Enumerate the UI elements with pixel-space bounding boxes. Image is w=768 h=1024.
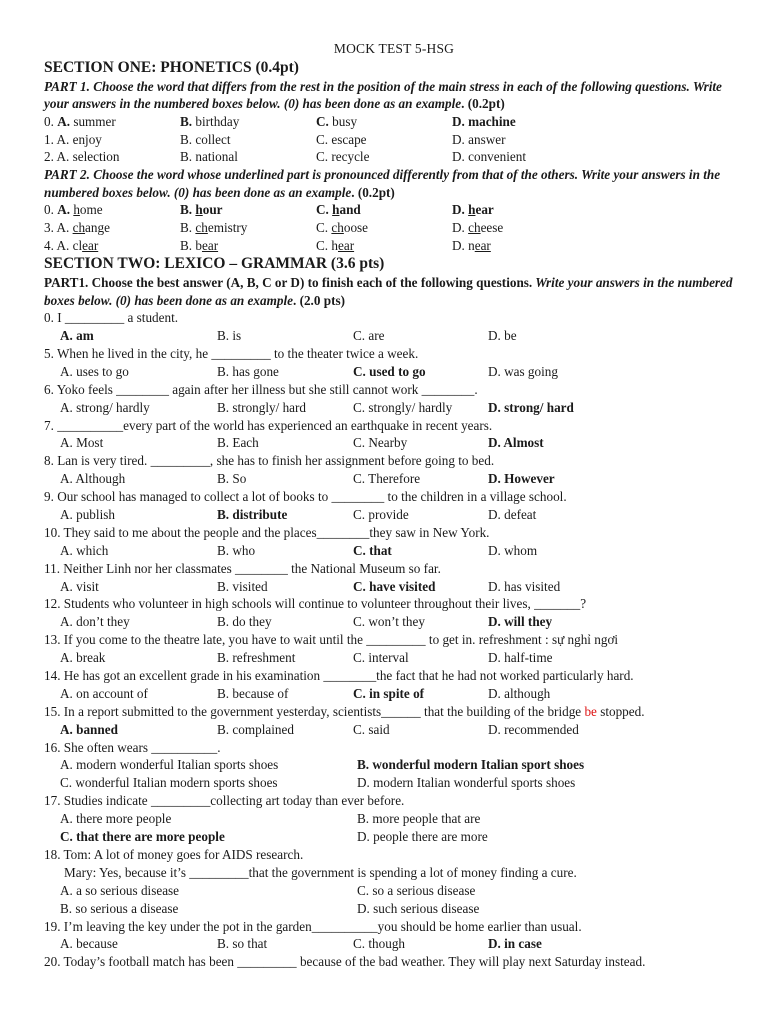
answer-option: C. Nearby bbox=[353, 435, 408, 451]
option-word bbox=[332, 202, 361, 217]
answer-option: B. more people that are bbox=[357, 811, 481, 827]
option-word: convenient bbox=[468, 149, 526, 165]
word-part: n bbox=[468, 237, 475, 253]
question-number: 4. bbox=[44, 237, 57, 253]
answer-option: B. Each bbox=[217, 435, 259, 451]
answer-option: A. am bbox=[60, 328, 94, 344]
option-word bbox=[195, 238, 218, 253]
underlined-sound: h bbox=[195, 202, 203, 218]
question-item bbox=[44, 631, 744, 667]
stem-text: stopped. bbox=[596, 703, 645, 719]
question-stem: 9. Our school has managed to collect a lot of books to ________ to the children in a village school. bbox=[44, 489, 567, 505]
option-letter: B. bbox=[180, 237, 196, 253]
option-letter: D. bbox=[452, 219, 469, 235]
underlined-sound: ch bbox=[195, 219, 208, 235]
answer-option: D. will they bbox=[488, 614, 553, 630]
question-stem: 19. I’m leaving the key under the pot in the garden__________you should be home earlier than usual. bbox=[44, 918, 582, 934]
option-word bbox=[331, 238, 354, 253]
phonetics-part2-instruction: PART 2. Choose the word whose underlined part is pronounced differently from that of the others. Write your answers in the numbered boxes below. (0) has been done as an example. (0.2pt) bbox=[44, 167, 721, 200]
answer-option: C. have visited bbox=[353, 578, 436, 594]
underlined-sound: ear bbox=[82, 237, 99, 253]
word-part: our bbox=[202, 202, 223, 218]
phonetics-part1-instruction: PART 1. Choose the word that differs from the rest in the position of the main stress in each of the following questions. Write your answers in the numbered boxes below. (0) has been done as an example. (0.2pt) bbox=[44, 79, 722, 112]
underlined-sound: ch bbox=[331, 219, 344, 235]
answer-option: A. there more people bbox=[60, 811, 172, 827]
question-item bbox=[44, 452, 744, 488]
question-stem: 12. Students who volunteer in high schools will continue to volunteer throughout their lives, _______? bbox=[44, 596, 587, 612]
option-letter: A. bbox=[56, 237, 73, 253]
question-number: 3. bbox=[44, 219, 57, 235]
underlined-sound: ear bbox=[201, 237, 219, 253]
option-cell bbox=[316, 237, 452, 255]
answer-option: C. provide bbox=[353, 507, 409, 523]
option-cell bbox=[452, 113, 652, 131]
phonetics-row bbox=[44, 148, 744, 166]
options-row bbox=[44, 828, 744, 846]
options-row bbox=[44, 882, 744, 900]
question-stem-line2: Mary: Yes, because it’s _________that the government is spending a lot of money finding a cure. bbox=[64, 864, 577, 880]
options-row bbox=[44, 935, 744, 953]
option-cell bbox=[452, 131, 652, 149]
phonetics-row bbox=[44, 113, 744, 131]
word-part: cl bbox=[72, 237, 83, 253]
answer-option: D. modern Italian wonderful sports shoes bbox=[357, 775, 576, 791]
option-cell bbox=[452, 148, 652, 166]
answer-option: D. was going bbox=[488, 363, 558, 379]
exam-content bbox=[44, 40, 744, 971]
option-cell bbox=[44, 237, 180, 255]
answer-option: A. Although bbox=[60, 471, 126, 487]
answer-option: D. people there are more bbox=[357, 829, 488, 845]
option-letter: C. bbox=[316, 131, 332, 147]
option-cell bbox=[316, 131, 452, 149]
option-letter: C. bbox=[316, 202, 333, 218]
question-stem: 13. If you come to the theatre late, you have to wait until the _________ to get in. refreshment : sự nghỉ ngơi bbox=[44, 632, 619, 648]
stem-text: 15. In a report submitted to the government yesterday, scientists______ that the building of the bridge bbox=[44, 703, 585, 719]
option-cell bbox=[452, 201, 652, 219]
underlined-sound: ch bbox=[72, 219, 86, 235]
answer-option: B. wonderful modern Italian sport shoes bbox=[357, 757, 585, 773]
word-part: and bbox=[339, 202, 361, 218]
option-cell bbox=[180, 131, 316, 149]
options-row bbox=[44, 613, 744, 631]
question-item bbox=[44, 381, 744, 417]
question-item bbox=[44, 739, 744, 793]
option-word: summer bbox=[73, 113, 116, 129]
word-part: ome bbox=[79, 202, 103, 218]
option-word: machine bbox=[468, 113, 516, 129]
phonetics-row bbox=[44, 219, 744, 237]
question-stem: 7. __________every part of the world has experienced an earthquake in recent years. bbox=[44, 417, 493, 433]
option-letter: B. bbox=[180, 219, 196, 235]
underlined-sound: ear bbox=[474, 237, 491, 253]
answer-option: C. in spite of bbox=[353, 685, 425, 701]
phonetics-part2-rows bbox=[44, 201, 744, 254]
option-cell bbox=[316, 201, 452, 219]
option-letter: D. bbox=[452, 113, 469, 129]
answer-option: B. refreshment bbox=[217, 650, 296, 666]
option-cell bbox=[44, 201, 180, 219]
question-stem: 0. I _________ a student. bbox=[44, 310, 179, 326]
option-word bbox=[331, 220, 368, 235]
answer-option: B. complained bbox=[217, 721, 294, 737]
option-word: recycle bbox=[331, 149, 370, 165]
question-stem: 10. They said to me about the people and the places________they saw in New York. bbox=[44, 524, 490, 540]
answer-option: D. whom bbox=[488, 542, 538, 558]
answer-option: B. So bbox=[217, 471, 247, 487]
question-item bbox=[44, 309, 744, 345]
answer-option: B. is bbox=[217, 328, 242, 344]
option-letter: B. bbox=[180, 202, 196, 218]
option-letter: B. bbox=[180, 149, 196, 165]
phonetics-part1-rows bbox=[44, 113, 744, 166]
option-cell bbox=[452, 237, 652, 255]
answer-option: A. don’t they bbox=[60, 614, 130, 630]
word-part: emistry bbox=[207, 219, 248, 235]
answer-option: C. wonderful Italian modern sports shoes bbox=[60, 775, 278, 791]
question-item bbox=[44, 918, 744, 954]
word-part: h bbox=[331, 237, 338, 253]
word-part: oose bbox=[343, 219, 369, 235]
option-cell bbox=[452, 219, 652, 237]
answer-option: B. do they bbox=[217, 614, 272, 630]
option-word: escape bbox=[331, 131, 367, 147]
answer-option: C. interval bbox=[353, 650, 409, 666]
options-row bbox=[44, 685, 744, 703]
answer-option: B. who bbox=[217, 542, 256, 558]
option-letter: B. bbox=[180, 131, 196, 147]
option-letter: A. bbox=[56, 131, 73, 147]
option-cell bbox=[316, 148, 452, 166]
question-stem: 5. When he lived in the city, he _________ to the theater twice a week. bbox=[44, 346, 419, 361]
question-item bbox=[44, 792, 744, 846]
answer-option: A. visit bbox=[60, 578, 99, 594]
section-one-heading: SECTION ONE: PHONETICS (0.4pt) bbox=[44, 59, 299, 76]
answer-option: D. recommended bbox=[488, 721, 579, 737]
question-number: 0. bbox=[44, 202, 58, 218]
underlined-sound: ear bbox=[337, 237, 355, 253]
question-item bbox=[44, 667, 744, 703]
answer-option: A. banned bbox=[60, 721, 118, 737]
option-cell bbox=[180, 113, 316, 131]
grammar-part1-instruction: PART1. Choose the best answer (A, B, C or D) to finish each of the following questions. Write your answers in the numbered boxes below. (0) has been done as an example. (2.0 pts) bbox=[44, 275, 733, 308]
answer-option: A. break bbox=[60, 650, 106, 666]
option-letter: A. bbox=[57, 113, 74, 129]
answer-option: C. are bbox=[353, 328, 385, 344]
question-number: 0. bbox=[44, 113, 58, 129]
phonetics-row bbox=[44, 237, 744, 255]
question-item bbox=[44, 953, 744, 971]
phonetics-row bbox=[44, 131, 744, 149]
answer-option: C. though bbox=[353, 936, 406, 952]
underlined-sound: ch bbox=[468, 219, 481, 235]
option-letter: A. bbox=[56, 219, 73, 235]
answer-option: D. Almost bbox=[488, 435, 544, 451]
question-list bbox=[44, 309, 744, 971]
option-cell bbox=[316, 113, 452, 131]
question-item bbox=[44, 524, 744, 560]
answer-option: D. in case bbox=[488, 936, 542, 952]
question-item bbox=[44, 703, 744, 739]
question-item bbox=[44, 345, 744, 381]
page-title: MOCK TEST 5-HSG bbox=[333, 41, 455, 56]
answer-option: D. be bbox=[488, 328, 517, 344]
options-row bbox=[44, 756, 744, 774]
option-letter: C. bbox=[316, 237, 332, 253]
question-item bbox=[44, 560, 744, 596]
answer-option: B. strongly/ hard bbox=[217, 399, 307, 415]
option-word bbox=[73, 202, 102, 217]
answer-option: D. half-time bbox=[488, 650, 553, 666]
answer-option: A. publish bbox=[60, 507, 115, 523]
option-letter: D. bbox=[452, 149, 469, 165]
answer-option: C. strongly/ hardly bbox=[353, 399, 453, 415]
answer-option: B. so serious a disease bbox=[60, 900, 179, 916]
question-number: 2. bbox=[44, 149, 57, 165]
option-word bbox=[73, 238, 99, 253]
question-number: 1. bbox=[44, 131, 57, 147]
answer-option: A. modern wonderful Italian sports shoes bbox=[60, 757, 279, 773]
option-word bbox=[195, 202, 222, 217]
phonetics-row bbox=[44, 201, 744, 219]
answer-option: D. although bbox=[488, 685, 551, 701]
question-stem: 17. Studies indicate _________collecting art today than ever before. bbox=[44, 793, 405, 809]
option-cell bbox=[316, 219, 452, 237]
answer-option: A. strong/ hardly bbox=[60, 399, 150, 415]
options-row bbox=[44, 542, 744, 560]
answer-option: B. distribute bbox=[217, 507, 288, 523]
option-word bbox=[195, 220, 247, 235]
option-word: national bbox=[195, 149, 238, 165]
options-row bbox=[44, 470, 744, 488]
answer-option: A. Most bbox=[60, 435, 104, 451]
option-word bbox=[468, 238, 491, 253]
option-word: answer bbox=[468, 131, 506, 147]
option-letter: A. bbox=[57, 202, 74, 218]
option-letter: C. bbox=[316, 219, 332, 235]
question-item bbox=[44, 488, 744, 524]
options-row bbox=[44, 578, 744, 596]
option-cell bbox=[180, 201, 316, 219]
option-word bbox=[468, 202, 494, 217]
option-word bbox=[73, 220, 110, 235]
options-row bbox=[44, 721, 744, 739]
answer-option: A. which bbox=[60, 542, 109, 558]
option-cell bbox=[44, 131, 180, 149]
option-word: birthday bbox=[195, 113, 240, 129]
question-item bbox=[44, 417, 744, 453]
options-row bbox=[44, 900, 744, 918]
option-cell bbox=[180, 148, 316, 166]
word-part: eese bbox=[480, 219, 504, 235]
option-letter: A. bbox=[56, 149, 73, 165]
answer-option: D. However bbox=[488, 471, 555, 487]
question-item bbox=[44, 846, 744, 918]
option-letter: B. bbox=[180, 113, 196, 129]
option-cell bbox=[44, 148, 180, 166]
answer-option: C. that bbox=[353, 542, 392, 558]
options-row bbox=[44, 810, 744, 828]
answer-option: B. because of bbox=[217, 685, 289, 701]
answer-option: C. so a serious disease bbox=[357, 882, 476, 898]
options-row bbox=[44, 506, 744, 524]
question-stem: 8. Lan is very tired. _________, she has to finish her assignment before going to bed. bbox=[44, 453, 495, 469]
answer-option: C. Therefore bbox=[353, 471, 421, 487]
answer-option: C. used to go bbox=[353, 363, 426, 379]
answer-option: D. strong/ hard bbox=[488, 399, 574, 415]
underlined-sound: h bbox=[468, 202, 476, 218]
question-stem: 16. She often wears __________. bbox=[44, 739, 221, 755]
answer-option: B. visited bbox=[217, 578, 268, 594]
question-stem: 14. He has got an excellent grade in his examination ________the fact that he had not worked particularly hard. bbox=[44, 668, 634, 684]
section-two-heading: SECTION TWO: LEXICO – GRAMMAR (3.6 pts) bbox=[44, 255, 385, 273]
options-row bbox=[44, 363, 744, 381]
answer-option: B. has gone bbox=[217, 363, 279, 379]
answer-option: A. because bbox=[60, 936, 118, 952]
option-letter: C. bbox=[316, 113, 333, 129]
options-row bbox=[44, 774, 744, 792]
word-part: ange bbox=[85, 219, 110, 235]
word-part: b bbox=[195, 237, 202, 253]
question-stem: 20. Today’s football match has been _________ because of the bad weather. They will play next Saturday instead. bbox=[44, 954, 646, 970]
option-word: selection bbox=[72, 149, 120, 165]
highlighted-word: be bbox=[584, 703, 597, 719]
option-letter: D. bbox=[452, 237, 469, 253]
underlined-sound: h bbox=[332, 202, 340, 218]
question-stem: 18. Tom: A lot of money goes for AIDS research. bbox=[44, 846, 304, 862]
question-stem: 6. Yoko feels ________ again after her illness but she still cannot work ________. bbox=[44, 381, 478, 397]
options-row bbox=[44, 649, 744, 667]
answer-option: C. won’t they bbox=[353, 614, 425, 630]
option-word bbox=[468, 220, 503, 235]
question-stem bbox=[44, 703, 744, 721]
answer-option: D. has visited bbox=[488, 578, 561, 594]
option-cell bbox=[180, 237, 316, 255]
option-word: busy bbox=[332, 113, 358, 129]
question-item bbox=[44, 595, 744, 631]
answer-option: A. a so serious disease bbox=[60, 882, 180, 898]
option-word: collect bbox=[195, 131, 231, 147]
option-cell bbox=[44, 219, 180, 237]
options-row bbox=[44, 327, 744, 345]
underlined-sound: h bbox=[73, 202, 80, 218]
answer-option: D. defeat bbox=[488, 507, 537, 523]
answer-option: D. such serious disease bbox=[357, 900, 480, 916]
option-letter: D. bbox=[452, 202, 469, 218]
option-cell bbox=[180, 219, 316, 237]
option-letter: D. bbox=[452, 131, 469, 147]
answer-option: A. uses to go bbox=[60, 363, 129, 379]
word-part: ear bbox=[475, 202, 494, 218]
option-word: enjoy bbox=[72, 131, 102, 147]
options-row bbox=[44, 399, 744, 417]
options-row bbox=[44, 434, 744, 452]
question-stem: 11. Neither Linh nor her classmates ________ the National Museum so far. bbox=[44, 560, 441, 576]
answer-option: A. on account of bbox=[60, 685, 148, 701]
answer-option: C. that there are more people bbox=[60, 829, 225, 845]
answer-option: C. said bbox=[353, 721, 390, 737]
option-cell bbox=[44, 113, 180, 131]
answer-option: B. so that bbox=[217, 936, 268, 952]
option-letter: C. bbox=[316, 149, 332, 165]
